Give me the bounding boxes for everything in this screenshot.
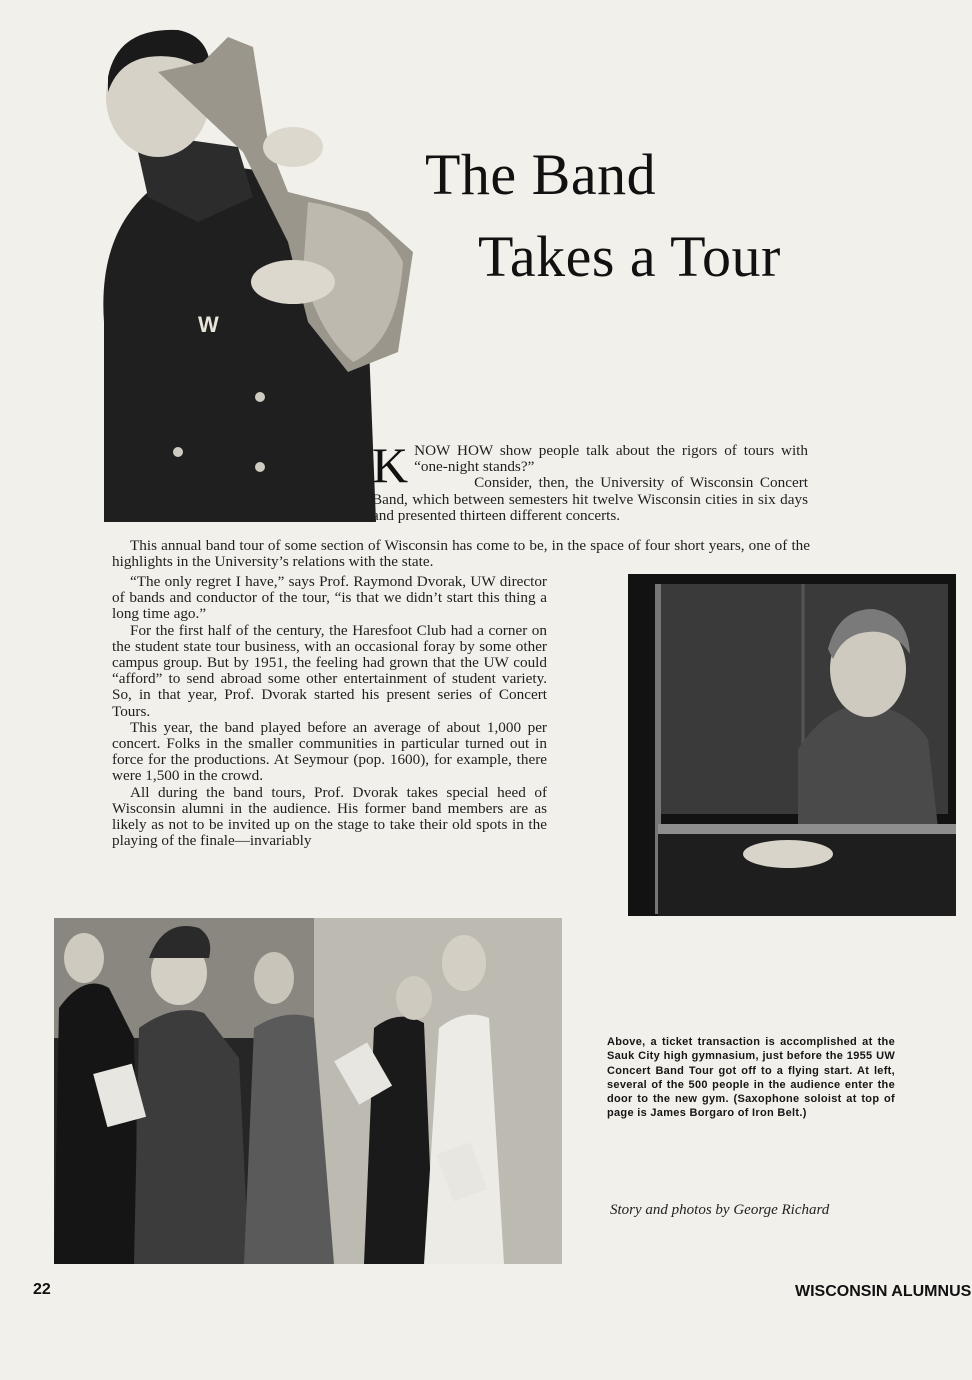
saxophonist-photo bbox=[38, 22, 428, 522]
intro-paragraph-1: NOW HOW show people talk about the rigors of tours with “one-night stands?” bbox=[414, 442, 808, 476]
body-paragraph-3: For the first half of the century, the Haresfoot Club had a corner on the student state tour business, with an occasional foray by some other campus group. But by 1951, the feeling had grown that the UW could “afford” to send abroad some other entertainment of student variety. So, in that year, Prof. Dvorak started his present series of Concert Tours. bbox=[112, 621, 547, 720]
page-number: 22 bbox=[33, 1281, 51, 1298]
intro-paragraph-2: Consider, then, the University of Wisconsin Concert Band, which between semesters hit twelve Wisconsin cities in six days and presented thirteen different concerts. bbox=[372, 474, 808, 524]
article-title-line-1: The Band bbox=[425, 142, 657, 207]
photo-credit: Story and photos by George Richard bbox=[610, 1202, 830, 1218]
body-paragraph-5: All during the band tours, Prof. Dvorak takes special heed of Wisconsin alumni in the audience. His former band members are as likely as not to be invited up on the stage to take their old spots in the playing of the finale—invariably bbox=[112, 783, 547, 850]
body-paragraph-4: This year, the band played before an average of about 1,000 per concert. Folks in the smaller communities in particular turned out in force for the productions. At Seymour (pop. 1600), for example, there were 1,500 in the crowd. bbox=[112, 718, 547, 785]
body-column bbox=[112, 574, 547, 849]
publication-name: WISCONSIN ALUMNUS bbox=[795, 1283, 972, 1300]
body-paragraph-2: “The only regret I have,” says Prof. Raymond Dvorak, UW director of bands and conductor of the tour, “is that we didn’t start this thing a long time ago.” bbox=[112, 573, 547, 623]
body-wide-block bbox=[112, 538, 810, 570]
svg-text:W: W bbox=[198, 312, 219, 337]
intro-block bbox=[372, 437, 808, 524]
ticket-booth-photo bbox=[628, 574, 956, 916]
audience-photo bbox=[54, 918, 562, 1264]
photo-caption: Above, a ticket transaction is accomplished at the Sauk City high gymnasium, just before the 1955 UW Concert Band Tour got off to a flying start. At left, several of the 500 people in the audience enter the door to the new gym. (Saxophone soloist at top of page is James Borgaro of Iron Belt.) bbox=[607, 1036, 895, 1120]
drop-cap: K bbox=[372, 437, 409, 493]
body-paragraph-1: This annual band tour of some section of Wisconsin has come to be, in the space of four short years, one of the highlights in the University’s relations with the state. bbox=[112, 537, 810, 571]
article-title-line-2: Takes a Tour bbox=[478, 224, 781, 289]
